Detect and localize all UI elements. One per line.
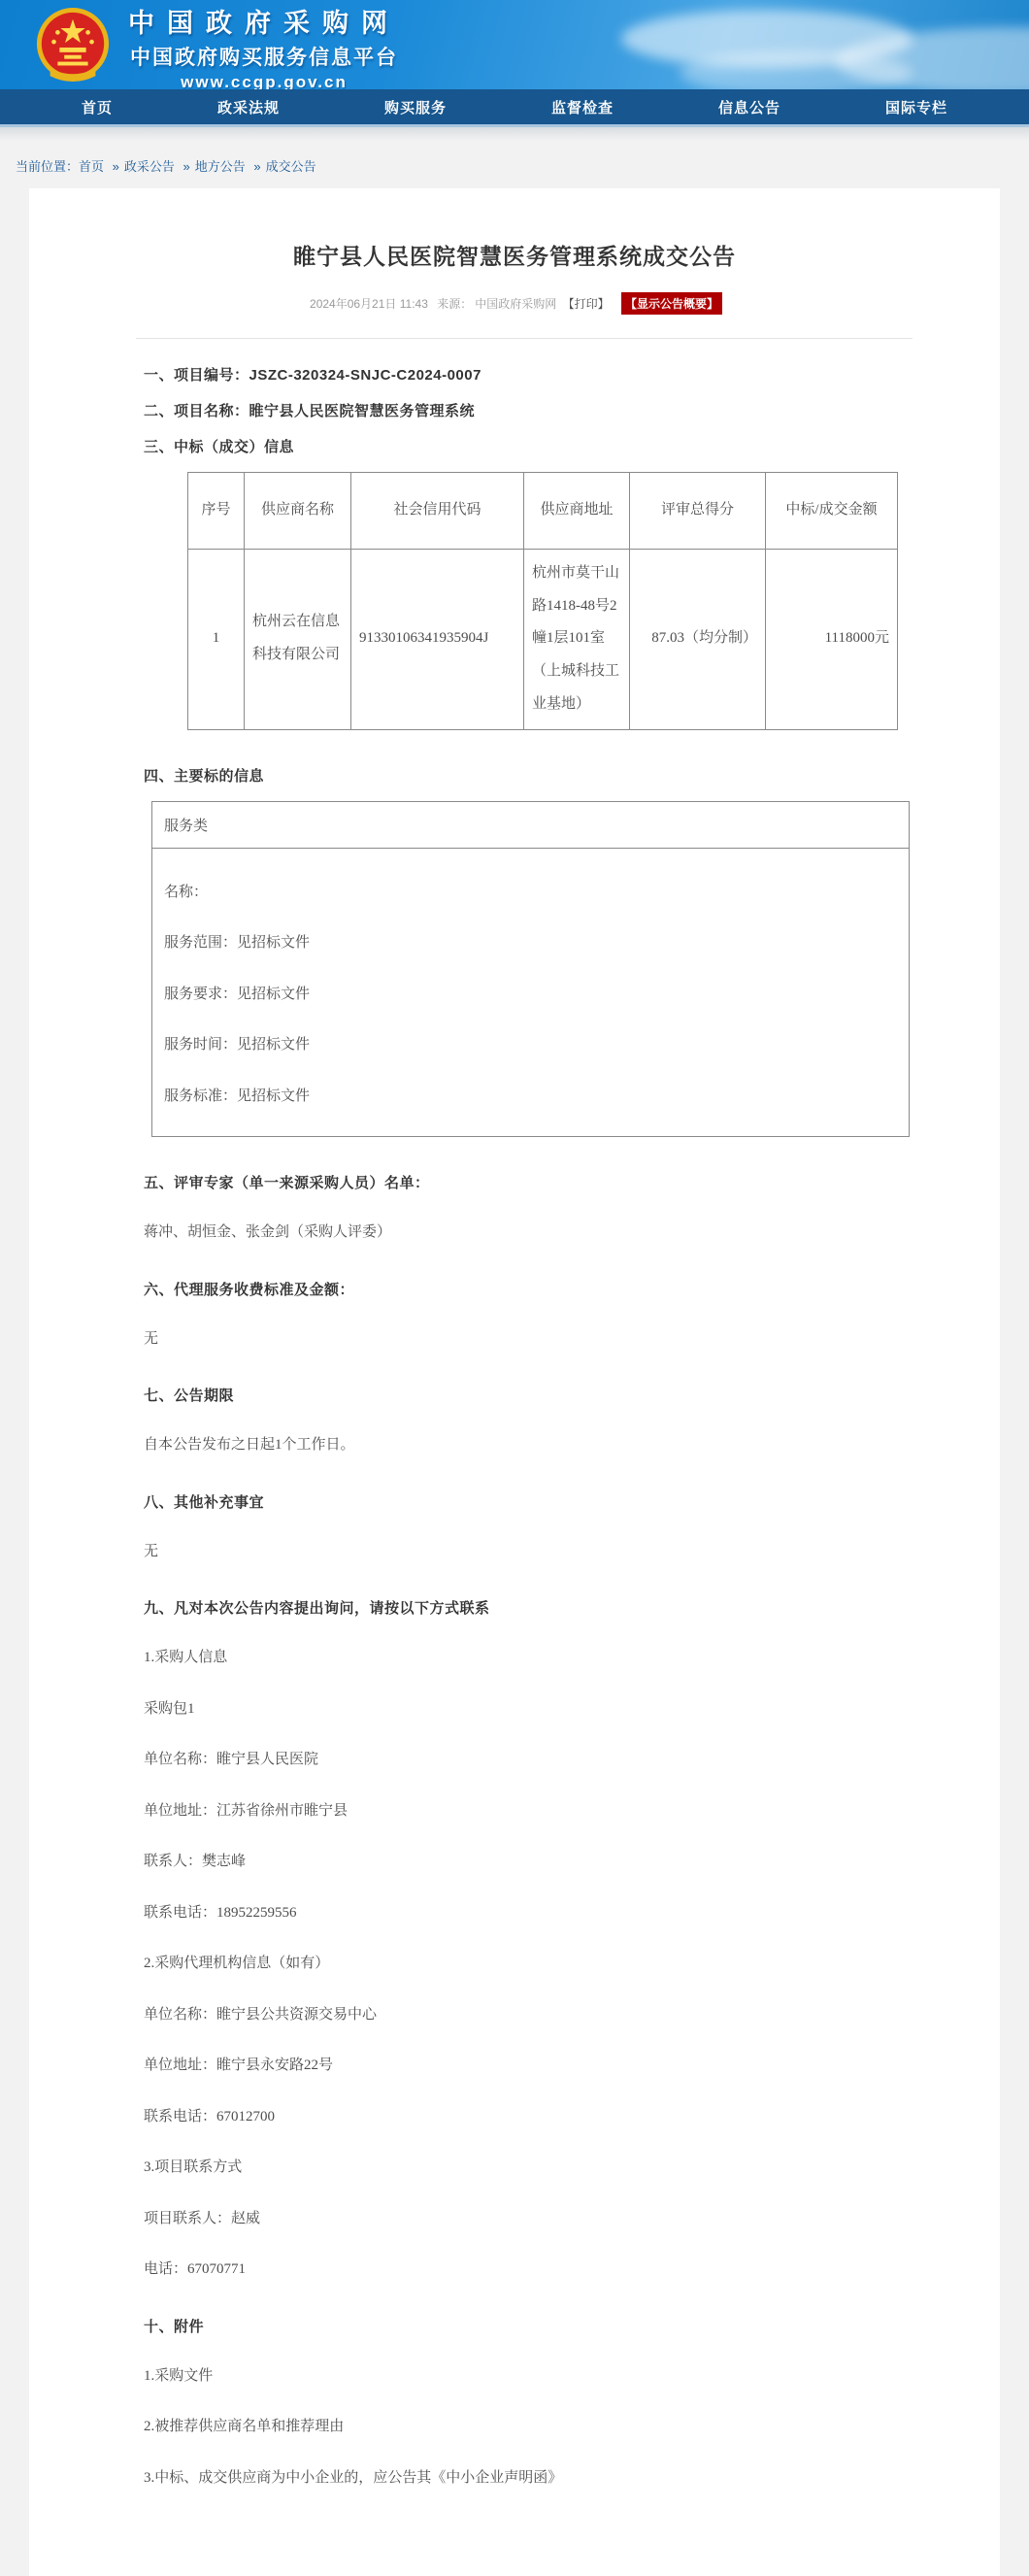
contact-line: 3.项目联系方式: [144, 2159, 243, 2175]
agency-fee-value: 无: [144, 1330, 159, 1347]
announcement-article: [29, 188, 1000, 2576]
main-nav: [0, 89, 1029, 127]
article-meta: [29, 292, 1000, 315]
contact-line: 2.采购代理机构信息（如有）: [144, 1956, 330, 1971]
contact-line: 项目联系人：赵威: [144, 2210, 261, 2226]
table-row: [188, 549, 898, 729]
nav-item-announcements[interactable]: 信息公告: [717, 99, 780, 117]
cell-supplier-address: 杭州市莫干山路1418-48号2幢1层101室（上城科技工业基地）: [524, 549, 630, 729]
breadcrumb-home[interactable]: 首页: [79, 159, 105, 174]
subject-line-requirements: 服务要求：见招标文件: [164, 986, 311, 1002]
review-experts-names: 蒋冲、胡恒金、张金剑（采购人评委）: [144, 1224, 392, 1240]
cloud-decoration: [680, 50, 913, 89]
section-subject-info: 四、主要标的信息: [144, 767, 265, 785]
other-matters-value: 无: [144, 1543, 159, 1559]
col-header-credit-code: 社会信用代码: [351, 473, 524, 550]
attachment-line: 3.中标、成交供应商为中小企业的，应公告其《中小企业声明函》: [144, 2469, 563, 2486]
cell-supplier-name: 杭州云在信息科技有限公司: [245, 549, 351, 729]
site-url: www.ccgp.gov.cn: [181, 73, 348, 89]
section-project-name: 二、项目名称：睢宁县人民医院智慧医务管理系统: [144, 403, 476, 419]
subject-category: 服务类: [152, 802, 909, 849]
cell-review-score: 87.03（均分制）: [630, 549, 766, 729]
contact-line: 联系人：樊志峰: [144, 1854, 247, 1869]
award-info-table: [187, 472, 898, 730]
print-button[interactable]: 【打印】: [562, 297, 610, 311]
subject-line-time: 服务时间：见招标文件: [164, 1037, 311, 1053]
nav-item-supervision[interactable]: 监督检查: [550, 99, 614, 117]
publish-datetime: 2024年06月21日 11:43: [310, 297, 428, 311]
contact-line: 联系电话：18952259556: [144, 1904, 297, 1921]
contact-line: 采购包1: [144, 1700, 195, 1717]
article-body: [29, 364, 1000, 2489]
section-notice-period: 七、公告期限: [144, 1388, 235, 1404]
section-attachments: 十、附件: [144, 2318, 205, 2335]
site-name: 中国政府采购网: [128, 9, 400, 38]
breadcrumb-prefix: 当前位置：: [16, 159, 80, 174]
notice-period-value: 自本公告发布之日起1个工作日。: [144, 1437, 355, 1453]
nav-item-home[interactable]: 首页: [81, 99, 113, 117]
nav-item-international[interactable]: 国际专栏: [884, 99, 947, 117]
section-contact-info: 九、凡对本次公告内容提出询问，请按以下方式联系: [144, 1600, 490, 1617]
subject-line-scope: 服务范围：见招标文件: [164, 935, 311, 951]
subject-line-standard: 服务标准：见招标文件: [164, 1087, 311, 1104]
site-subtitle: 中国政府购买服务信息平台: [130, 47, 398, 69]
breadcrumb-separator: »: [253, 159, 261, 174]
contact-line: 电话：67070771: [144, 2261, 247, 2277]
contact-line: 联系电话：67012700: [144, 2108, 276, 2124]
attachment-line: 2.被推荐供应商名单和推荐理由: [144, 2419, 345, 2434]
cell-award-amount: 1118000元: [766, 549, 898, 729]
site-header: [0, 0, 1029, 89]
attachment-line: 1.采购文件: [144, 2367, 214, 2384]
subject-line-name: 名称：: [164, 884, 209, 900]
col-header-award-amount: 中标/成交金额: [766, 473, 898, 550]
col-header-supplier-name: 供应商名称: [245, 473, 351, 550]
site-titles: [128, 2, 400, 89]
divider: [136, 338, 913, 339]
breadcrumb-separator: »: [112, 159, 119, 174]
contact-line: 单位名称：睢宁县人民医院: [144, 1752, 319, 1767]
col-header-review-score: 评审总得分: [630, 473, 766, 550]
source-name: 中国政府采购网: [475, 297, 557, 311]
col-header-supplier-address: 供应商地址: [524, 473, 630, 550]
nav-item-regulations[interactable]: 政采法规: [216, 99, 280, 117]
col-header-index: 序号: [188, 473, 245, 550]
cell-credit-code: 91330106341935904J: [351, 549, 524, 729]
breadcrumb: [0, 127, 1029, 188]
show-summary-button[interactable]: 【显示公告概要】: [621, 292, 722, 315]
contact-line: 单位地址：江苏省徐州市睢宁县: [144, 1802, 349, 1819]
breadcrumb-award-notices[interactable]: 成交公告: [265, 159, 316, 174]
contact-line: 单位名称：睢宁县公共资源交易中心: [144, 2006, 378, 2023]
national-emblem-logo[interactable]: [35, 4, 111, 89]
page-title: 睢宁县人民医院智慧医务管理系统成交公告: [293, 244, 736, 269]
table-header-row: [188, 473, 898, 550]
breadcrumb-procurement-notices[interactable]: 政采公告: [123, 159, 175, 174]
contact-line: 1.采购人信息: [144, 1650, 228, 1665]
section-other-matters: 八、其他补充事宜: [144, 1493, 265, 1511]
source-label: 来源：: [437, 297, 473, 311]
cell-index: 1: [188, 549, 245, 729]
section-project-number: 一、项目编号：JSZC-320324-SNJC-C2024-0007: [144, 367, 481, 384]
subject-lines: [152, 849, 909, 1137]
breadcrumb-separator: »: [183, 159, 190, 174]
section-review-experts: 五、评审专家（单一来源采购人员）名单：: [144, 1175, 430, 1191]
nav-item-purchase-services[interactable]: 购买服务: [383, 99, 447, 117]
section-award-info: 三、中标（成交）信息: [144, 439, 295, 455]
section-agency-fee: 六、代理服务收费标准及金额：: [144, 1281, 355, 1298]
breadcrumb-local-notices[interactable]: 地方公告: [194, 159, 246, 174]
contact-line: 单位地址：睢宁县永安路22号: [144, 2057, 334, 2073]
subject-info-box: [151, 801, 910, 1138]
